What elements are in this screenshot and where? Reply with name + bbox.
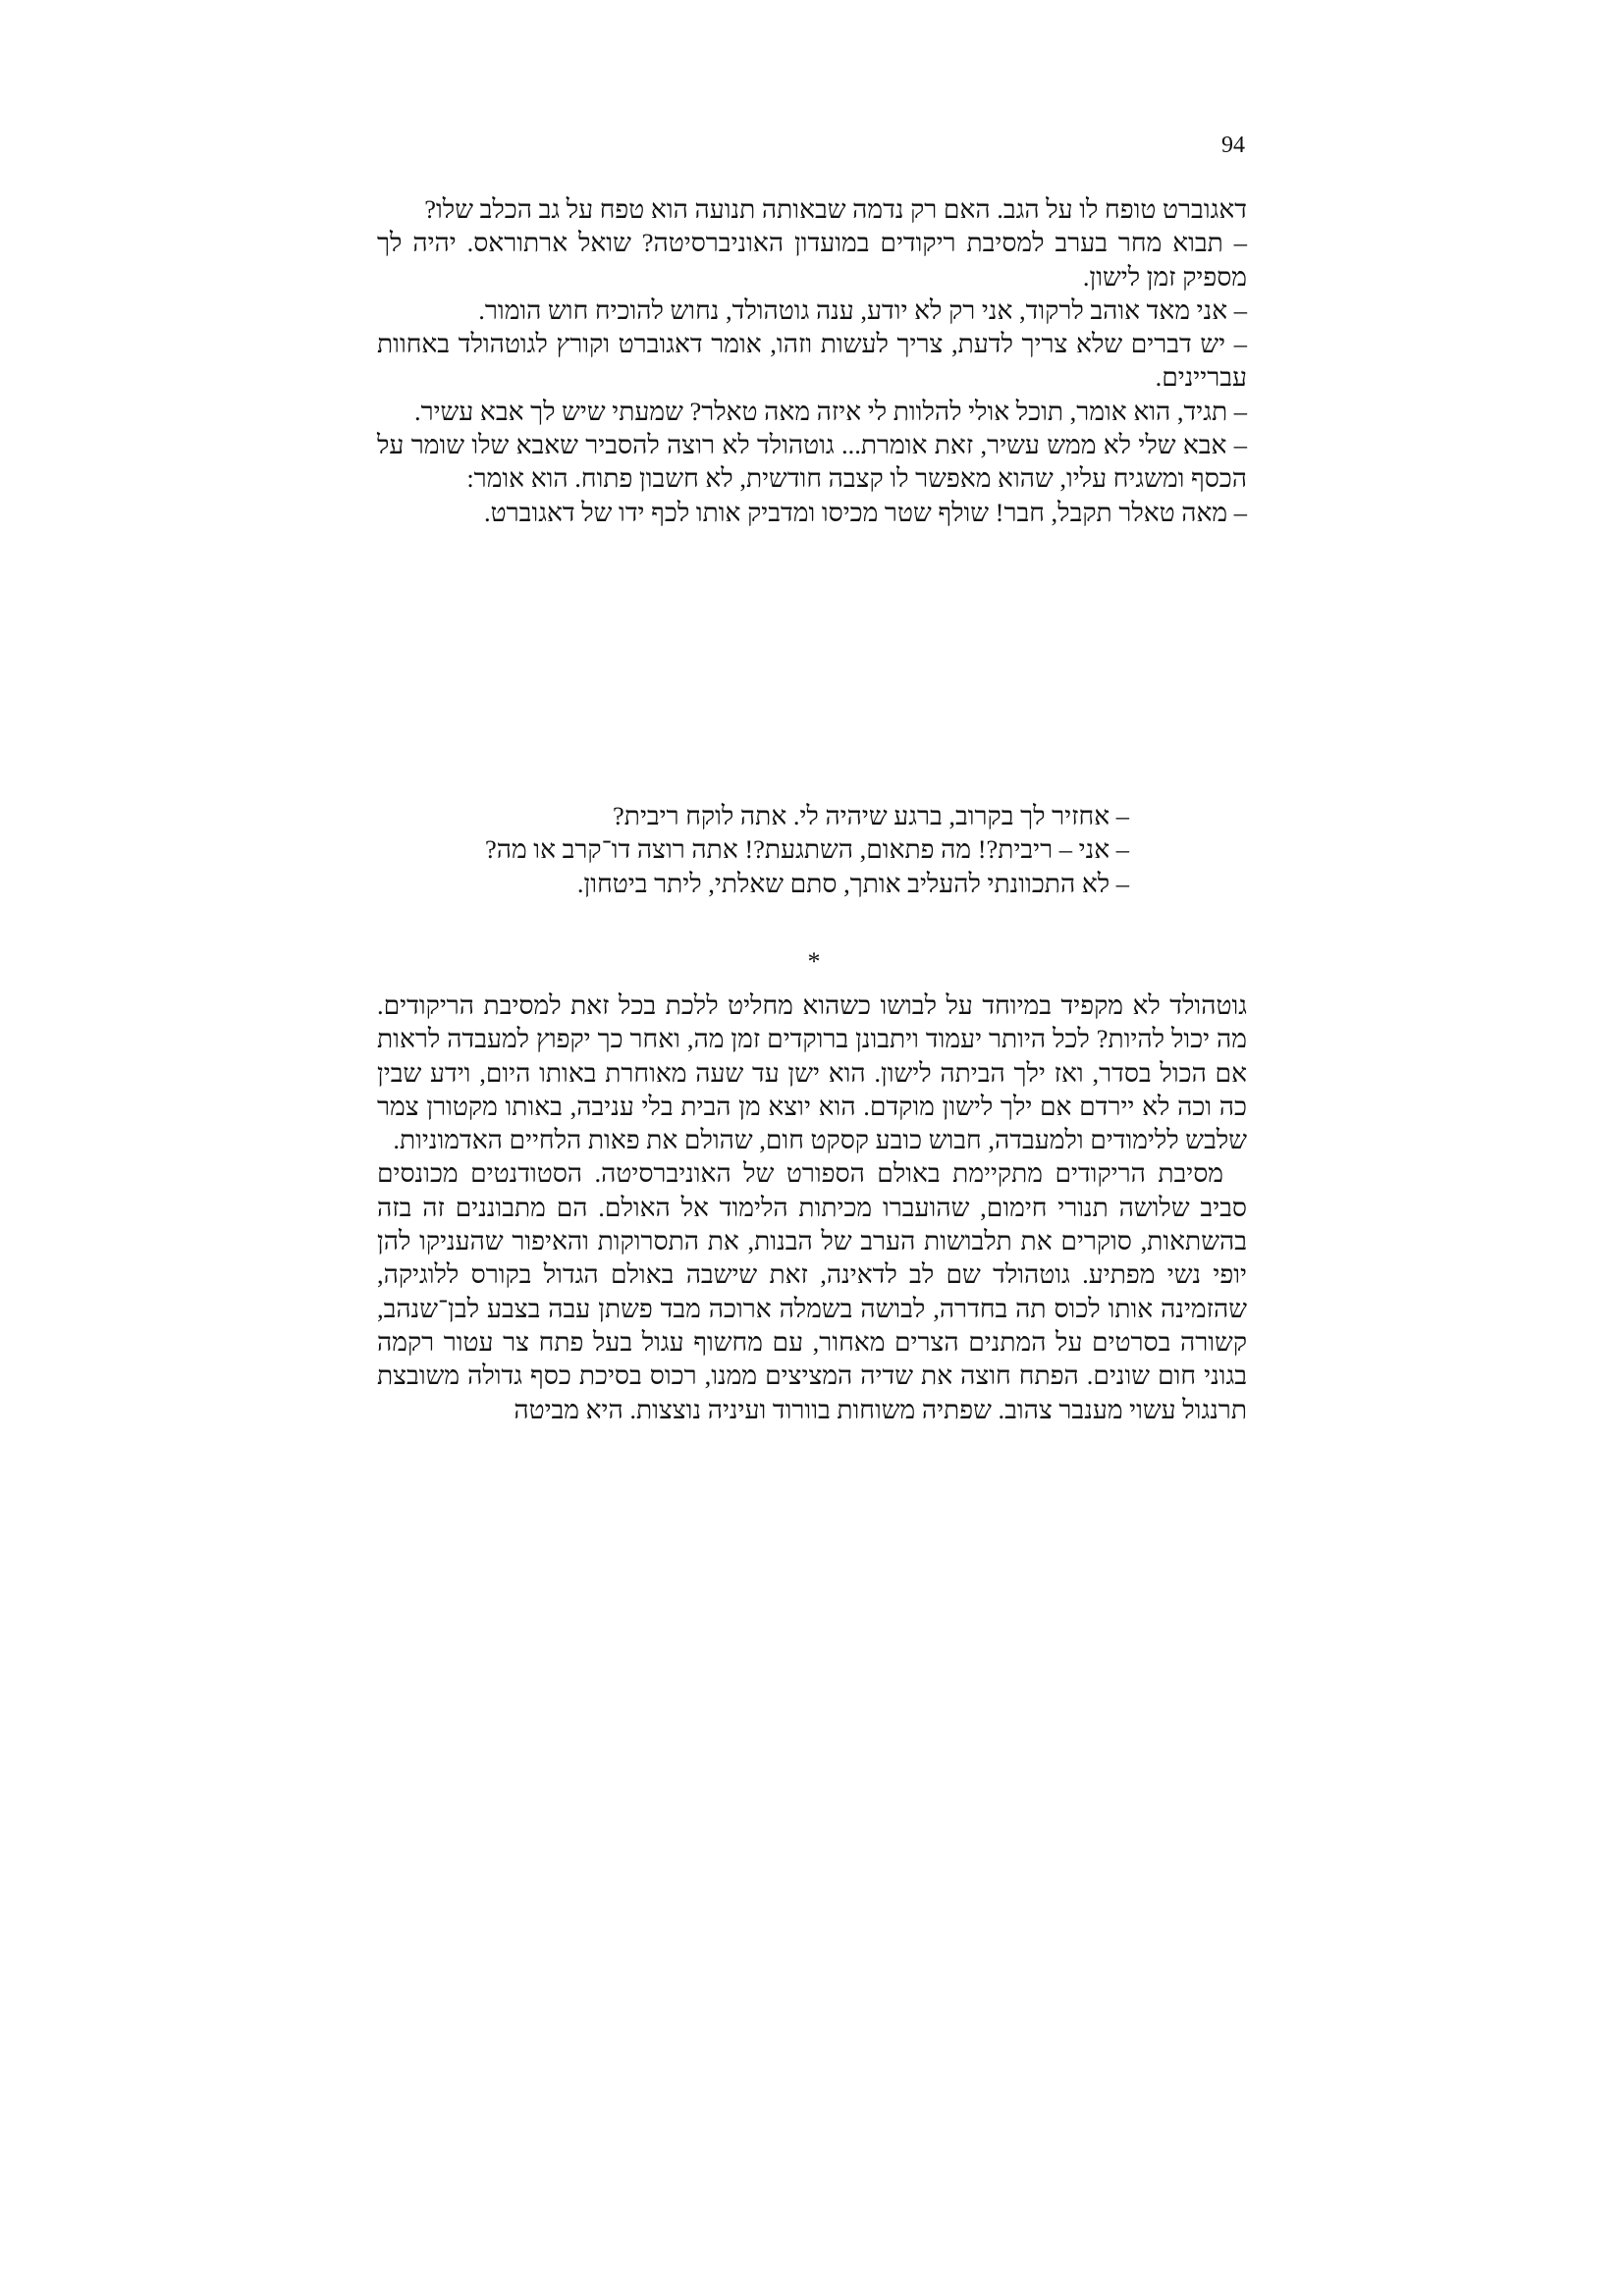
paragraph: גוטהולד לא מקפיד במיוחד על לבושו כשהוא מחליט ללכת בכל זאת למסיבת הריקודים. מה יכול להיות? לכל היותר יעמוד ויתבונן ברוקדים זמן מה, ואחר כך יקפוץ למעבדה לראות אם הכול בסדר, ואז ילך הביתה לישון. הוא ישן עד שעה מאוחרת באותו היום, וידע שבין כה וכה לא יירדם אם ילך לישון מוקדם. הוא יוצא מן הבית בלי עניבה, באותו מקטורן צמר שלבש ללימודים ולמעבדה, חבוש כובע קסקט חום, שהולם את פאות הלחיים האדמוניות. — [377, 990, 1247, 1155]
dialogue-line: – מאה טאלר תקבל, חבר! שולף שטר מכיסו ומדביק אותו לכף ידו של דאגוברט. — [484, 497, 1247, 527]
dialogue-line: – תבוא מחר בערב למסיבת ריקודים במועדון האוניברסיטה? שואל ארתוראס. יהיה לך מספיק זמן לישון. — [377, 228, 1247, 292]
paragraph: דאגוברט טופח לו על הגב. האם רק נדמה שבאותה תנועה הוא טפח על גב הכלב שלו? — [424, 194, 1247, 224]
short-dialogue-section — [377, 799, 1247, 900]
page-number: 94 — [1221, 133, 1245, 158]
narrative-section — [377, 988, 1247, 1426]
dialogue-line: – אני מאד אוהב לרקוד, אני רק לא יודע, ענה גוטהולד, נחוש להוכיח חוש הומור. — [478, 294, 1247, 325]
dialogue-line: – אחזיר לך בקרוב, ברגע שיהיה לי. אתה לוקח ריבית? — [613, 801, 1129, 830]
paragraph: מסיבת הריקודים מתקיימת באולם הספורט של האוניברסיטה. הסטודנטים מכונסים סביב שלושה תנורי חימום, שהועברו מכיתות הלימוד אל האולם. הם מתבוננים זה בזה בהשתאות, סוקרים את תלבושות הערב של הבנות, את התסרוקות והאיפור שהעניקו להן יופי נשי מפתיע. גוטהולד שם לב לדאינה, זאת שישבה באולם הגדול בקורס ללוגיקה, שהזמינה אותו לכוס תה בחדרה, לבושה בשמלה ארוכה מבד פשתן עבה בצבע לבן־שנהב, קשורה בסרטים על המתנים הצרים מאחור, עם מחשוף עגול בעל פתח צר עטור רקמה בגוני חום שונים. הפתח חוצה את שדיה המציצים ממנו, רכוס בסיכת כסף גדולה משובצת תרנגול עשוי מענבר צהוב. שפתיה משוחות בוורוד ועיניה נוצצות. היא מביטה — [377, 1158, 1247, 1424]
dialogue-line: – לא התכוונתי להעליב אותך, סתם שאלתי, ליתר ביטחון. — [576, 868, 1129, 898]
section-separator: * — [807, 947, 821, 976]
dialogue-line: – תגיד, הוא אומר, תוכל אולי להלוות לי איזה מאה טאלר? שמעתי שיש לך אבא עשיר. — [413, 396, 1247, 426]
dialogue-line: – אבא שלי לא ממש עשיר, זאת אומרת... גוטהולד לא רוצה להסביר שאבא שלו שומר על הכסף ומשגיח עליו, שהוא מאפשר לו קצבה חודשית, לא חשבון פתוח. הוא אומר: — [377, 430, 1247, 494]
dialogue-line: – יש דברים שלא צריך לדעת, צריך לעשות וזהו, אומר דאגוברט וקורץ לגוטהולד באחוות עבריינים. — [377, 329, 1247, 393]
dialogue-line: – אני – ריבית?! מה פתאום, השתגעת?! אתה רוצה דו־קרב או מה? — [484, 834, 1129, 865]
dialogue-section — [377, 192, 1247, 529]
